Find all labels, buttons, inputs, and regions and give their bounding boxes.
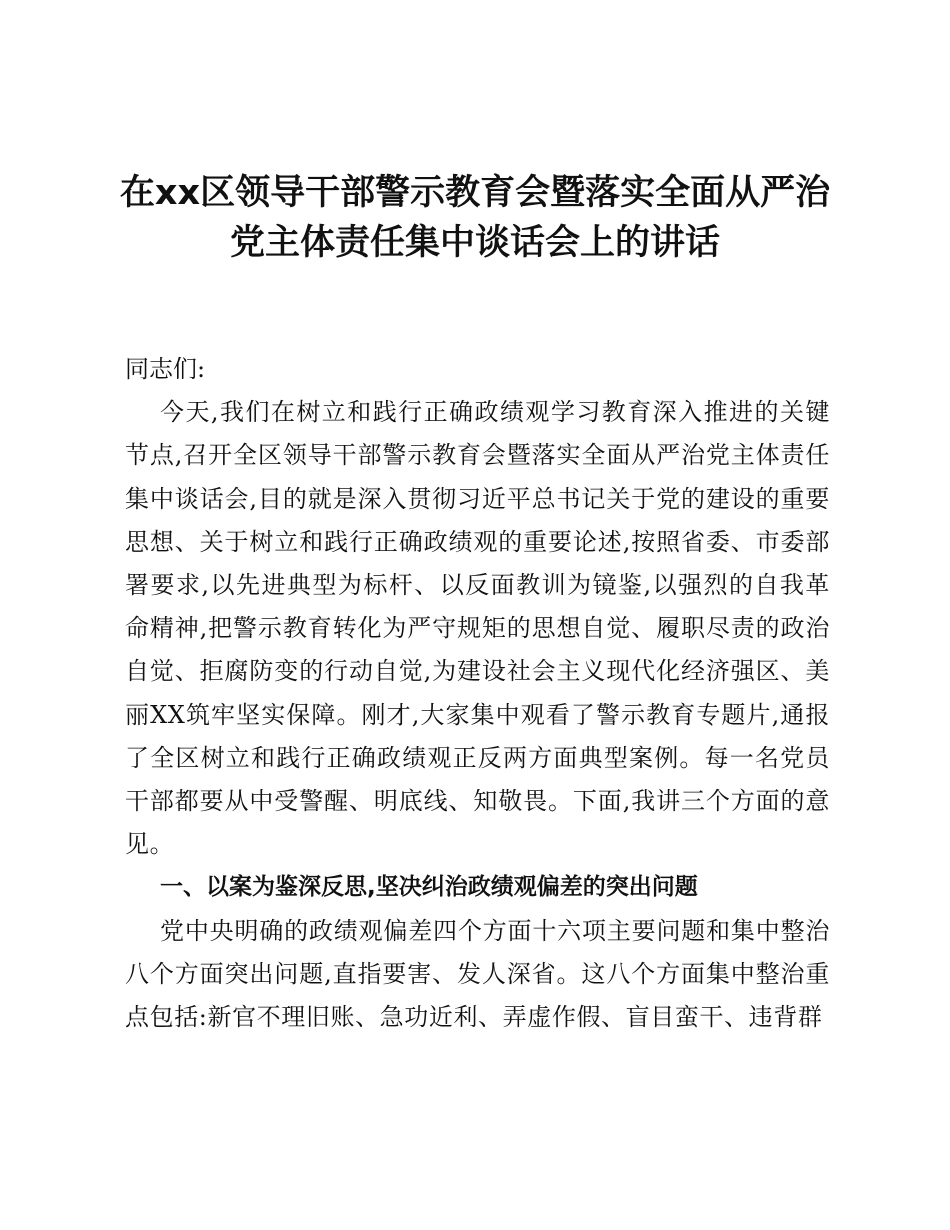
section-1-paragraph: 党中央明确的政绩观偏差四个方面十六项主要问题和集中整治八个方面突出问题,直指要害、发人深省。这八个方面集中整治重点包括:新官不理旧账、急功近利、弄虚作假、盲目蛮干、违背群: [125, 916, 830, 1032]
title-line-1: 在xx区领导干部警示教育会暨落实全面从严治: [119, 173, 831, 213]
title-line-2: 党主体责任集中谈话会上的讲话: [229, 223, 720, 263]
opening-paragraph: 今天,我们在树立和践行正确政绩观学习教育深入推进的关键节点,召开全区领导干部警示教育会暨落实全面从严治党主体责任集中谈话会,目的就是深入贯彻习近平总书记关于党的建设的重要思想、关于树立和践行正确政绩观的重要论述,按照省委、市委部署要求,以先进典型为标杆、以反面教训为镜鉴,以强烈的自我革命精神,把警示教育转化为严守规矩的思想自觉、履职尽责的政治自觉、拒腐防变的行动自觉,为建设社会主义现代化经济强区、美丽XX筑牢坚实保障。刚才,大家集中观看了警示教育专题片,通报了全区树立和践行正确政绩观正反两方面典型案例。每一名党员干部都要从中受警醒、明底线、知敬畏。下面,我讲三个方面的意见。: [125, 398, 830, 859]
section-heading-1: 一、以案为鉴深反思,坚决纠治政绩观偏差的突出问题: [160, 874, 698, 901]
document-body: [125, 348, 830, 1039]
salutation: 同志们:: [125, 355, 206, 383]
document-title: [110, 168, 840, 268]
